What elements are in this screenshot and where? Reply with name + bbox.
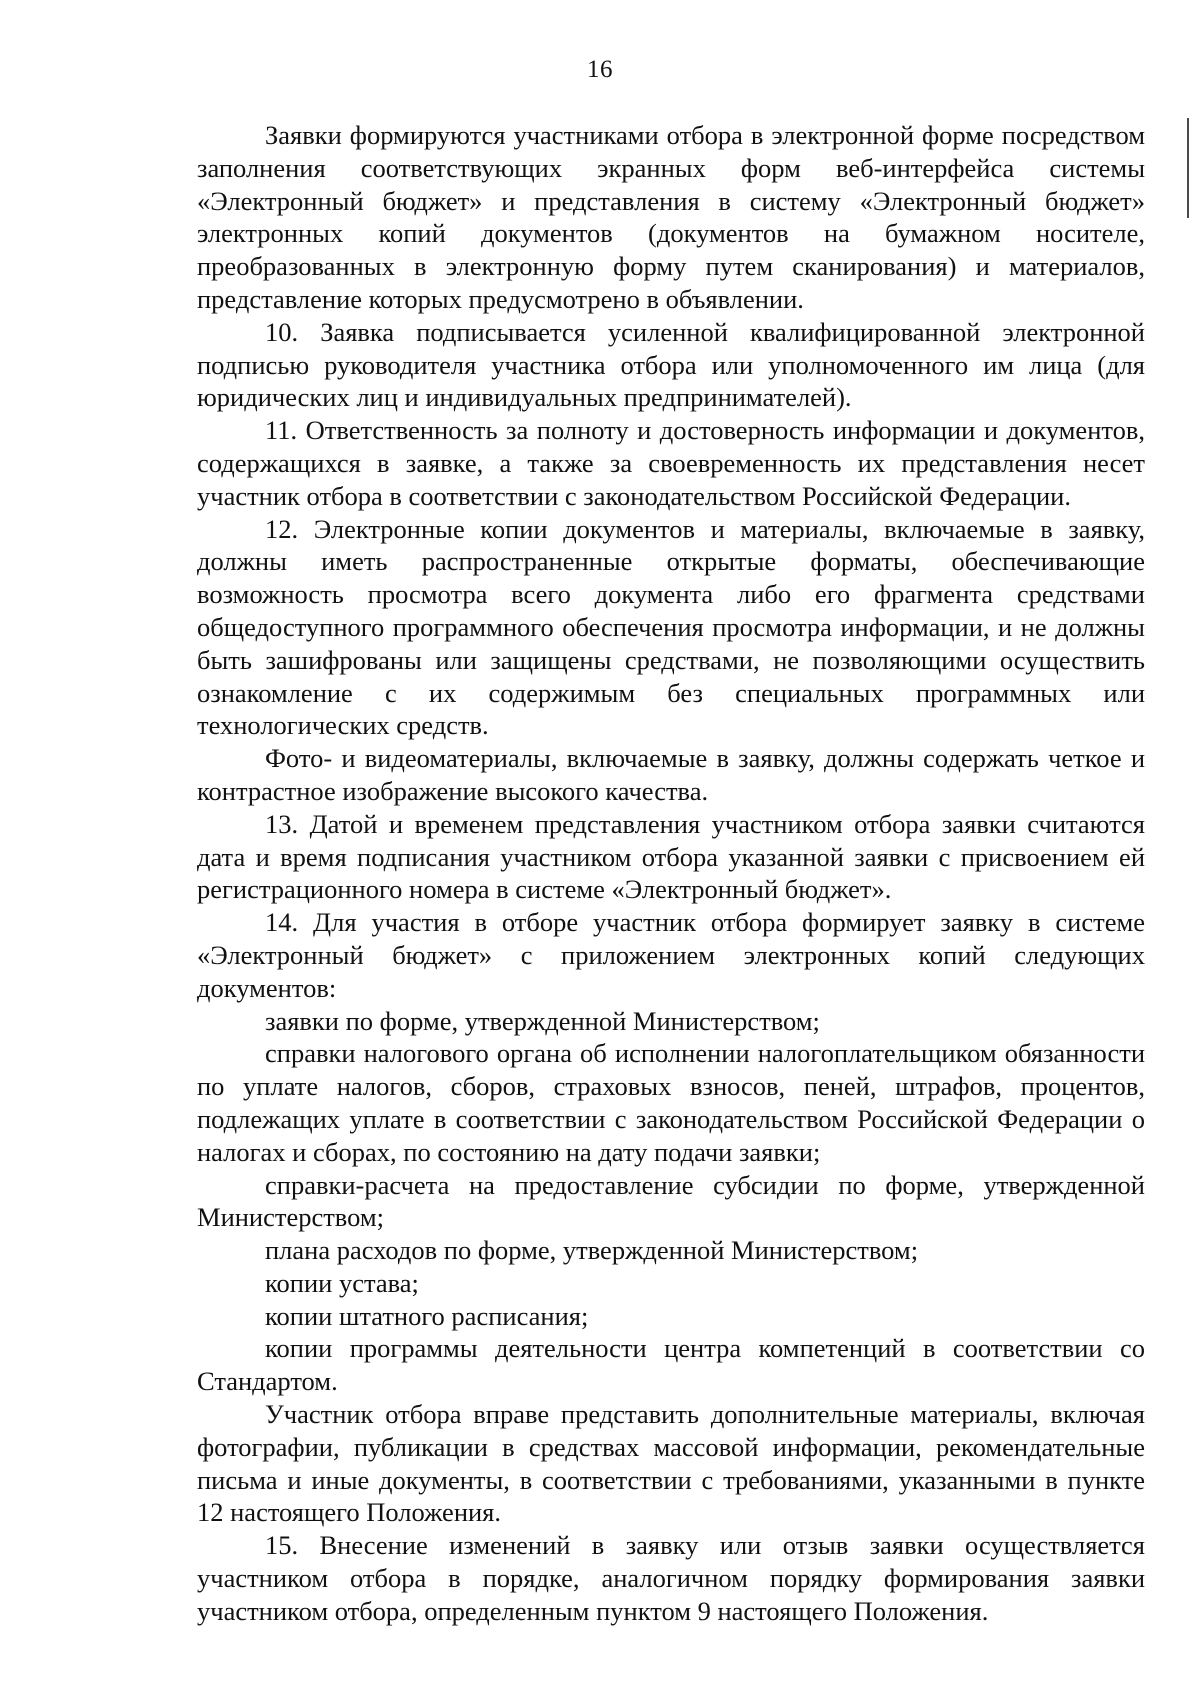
page-number: 16 bbox=[587, 56, 613, 83]
paragraph-12-electronic-copies: 12. Электронные копии документов и материалы, включаемые в заявку, должны иметь распространенные открытые форматы, обеспечивающие возможность просмотра всего документа либо его фрагмента средствами общедоступного программного обеспечения просмотра информации, и не должны быть зашифрованы или защищены средствами, не позволяющими осуществить ознакомление с их содержимым без специальных программных или технологических средств. bbox=[197, 513, 1145, 741]
list-item-charter-copy: копии устава; bbox=[265, 1267, 419, 1298]
paragraph-photo-video: Фото- и видеоматериалы, включаемые в заявку, должны содержать четкое и контрастное изображение высокого качества. bbox=[197, 743, 1145, 806]
list-item-tax-certificate: справки налогового органа об исполнении налогоплательщиком обязанности по уплате налогов, сборов, страховых взносов, пеней, штрафов, процентов, подлежащих уплате в соответствии с законодательством Российской Федерации о налогах и сборах, по состоянию на дату подачи заявки; bbox=[197, 1038, 1145, 1167]
paragraph-15-changes: 15. Внесение изменений в заявку или отзыв заявки осуществляется участником отбора в порядке, аналогичном порядку формирования заявки участником отбора, определенным пунктом 9 настоящего Положения. bbox=[197, 1530, 1145, 1626]
list-item-staff-schedule: копии штатного расписания; bbox=[265, 1300, 589, 1331]
paragraph-10-signature: 10. Заявка подписывается усиленной квалифицированной электронной подписью руководителя участника отбора или уполномоченного им лица (для юридических лиц и индивидуальных предпринимателей). bbox=[197, 316, 1145, 413]
margin-mark bbox=[1187, 118, 1189, 218]
paragraph-13-date-time: 13. Датой и временем представления участником отбора заявки считаются дата и время подписания участником отбора указанной заявки с присвоением ей регистрационного номера в системе «Электронный бюджет». bbox=[197, 808, 1145, 905]
list-item-program-copy: копии программы деятельности центра компетенций в соответствии со Стандартом. bbox=[197, 1333, 1145, 1397]
list-item-application-form: заявки по форме, утвержденной Министерством; bbox=[265, 1005, 820, 1036]
list-item-expense-plan: плана расходов по форме, утвержденной Министерством; bbox=[265, 1235, 919, 1266]
paragraph-14-participation: 14. Для участия в отборе участник отбора формирует заявку в системе «Электронный бюджет» с приложением электронных копий следующих документов: bbox=[197, 907, 1145, 1003]
document-body bbox=[197, 119, 1145, 1628]
paragraph-additional-materials: Участник отбора вправе представить дополнительные материалы, включая фотографии, публикации в средствах массовой информации, рекомендательные письма и иные документы, в соответствии с требованиями, указанными в пункте 12 настоящего Положения. bbox=[197, 1399, 1145, 1528]
list-item-subsidy-calculation: справки-расчета на предоставление субсидии по форме, утвержденной Министерством; bbox=[197, 1169, 1145, 1233]
paragraph-11-responsibility: 11. Ответственность за полноту и достоверность информации и документов, содержащихся в заявке, а также за своевременность их представления несет участник отбора в соответствии с законодательством Российской Федерации. bbox=[197, 415, 1145, 511]
paragraph-applications-formation: Заявки формируются участниками отбора в электронной форме посредством заполнения соответствующих экранных форм веб-интерфейса системы «Электронный бюджет» и представления в систему «Электронный бюджет» электронных копий документов (документов на бумажном носителе, преобразованных в электронную форму путем сканирования) и материалов, представление которых предусмотрено в объявлении. bbox=[197, 120, 1145, 314]
